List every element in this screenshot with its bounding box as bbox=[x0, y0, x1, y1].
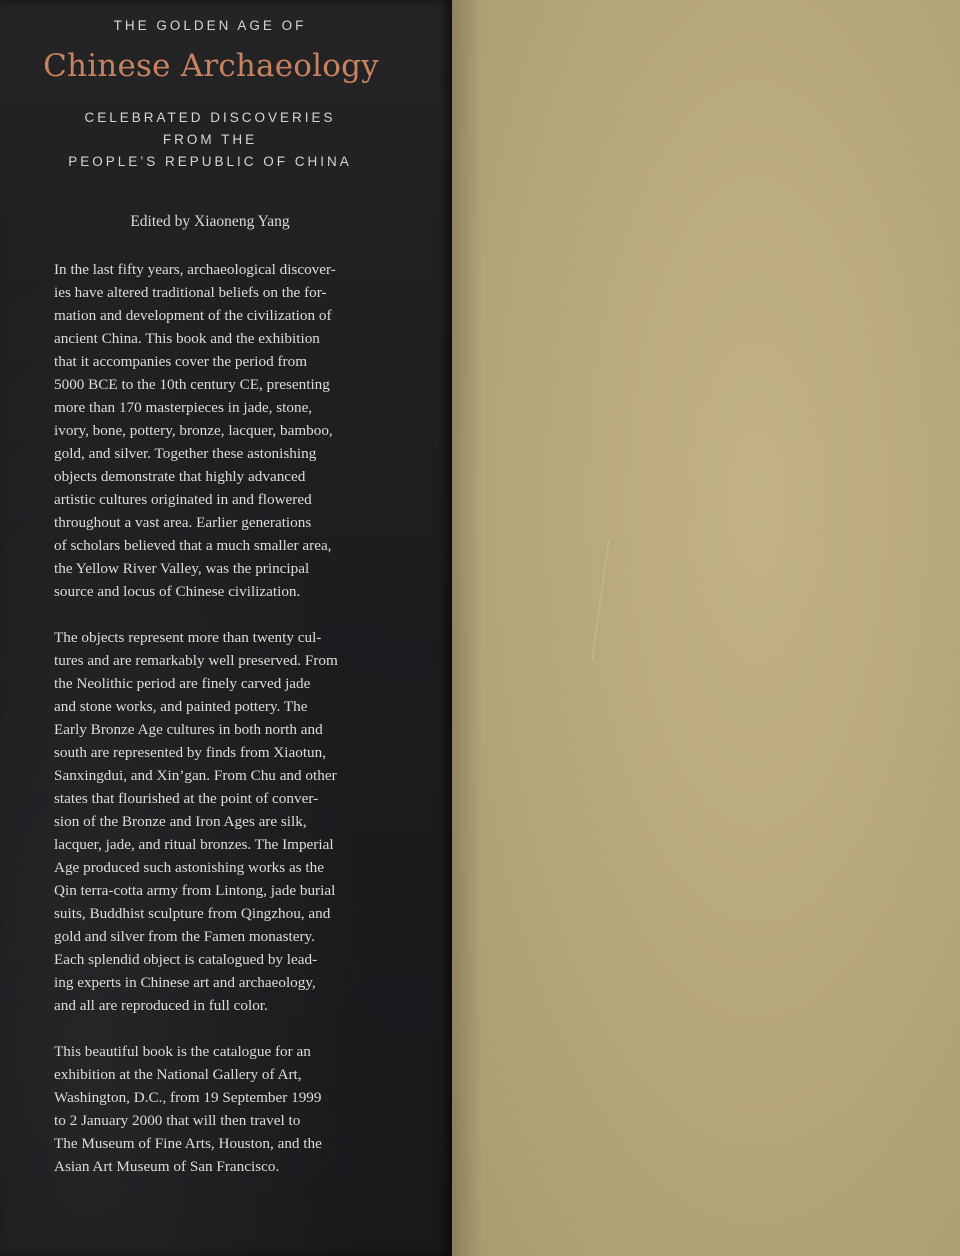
blurb-paragraph-2: The objects represent more than twenty cul- tures and are remarkably well preserved. From the Neolithic period are finely carved jade and stone works, and painted pottery. The Early Bronze Age cultures in both north and south are represented by finds from Xiaotun, Sanxingdui, and Xin’gan. From Chu and other states that flourished at the point of conver- sion of the Bronze and Iron Ages are silk, lacquer, jade, and ritual bronzes. The Imperial Age produced such astonishing works as the Qin terra-cotta army from Lintong, jade burial suits, Buddhist sculpture from Qingzhou, and gold and silver from the Famen monastery. Each splendid object is catalogued by lead- ing experts in Chinese art and archaeology, and all are reproduced in full color. bbox=[54, 629, 338, 1014]
editor-credit: Edited by Xiaoneng Yang bbox=[130, 213, 290, 230]
series-kicker: THE GOLDEN AGE OF bbox=[113, 18, 307, 33]
subtitle-line-3: PEOPLE’S REPUBLIC OF CHINA bbox=[68, 154, 352, 169]
blurb-paragraph-1: In the last fifty years, archaeological discover- ies have altered traditional beliefs on the for- mation and development of the civilization of ancient China. This book and the exhibition that it accompanies cover the period from 5000 BCE to the 10th century CE, presenting more than 170 masterpieces in jade, stone, ivory, bone, pottery, bronze, lacquer, bamboo, gold, and silver. Together these astonishing objects demonstrate that highly advanced artistic cultures originated in and flowered throughout a vast area. Earlier generations of scholars believed that a much smaller area, the Yellow River Valley, was the principal source and locus of Chinese civilization. bbox=[54, 261, 336, 600]
book-title: Chinese Archaeology bbox=[43, 48, 379, 84]
subtitle-line-2: FROM THE bbox=[162, 132, 258, 147]
endpaper bbox=[452, 0, 960, 1256]
blurb-paragraph-3: This beautiful book is the catalogue for an exhibition at the National Gallery of Art, Washington, D.C., from 19 September 1999 to 2 January 2000 that will then travel to The Museum of Fine Arts, Houston, and the Asian Art Museum of San Francisco. bbox=[54, 1043, 322, 1175]
subtitle-line-1: CELEBRATED DISCOVERIES bbox=[84, 110, 336, 125]
jacket-flap bbox=[0, 0, 452, 1256]
